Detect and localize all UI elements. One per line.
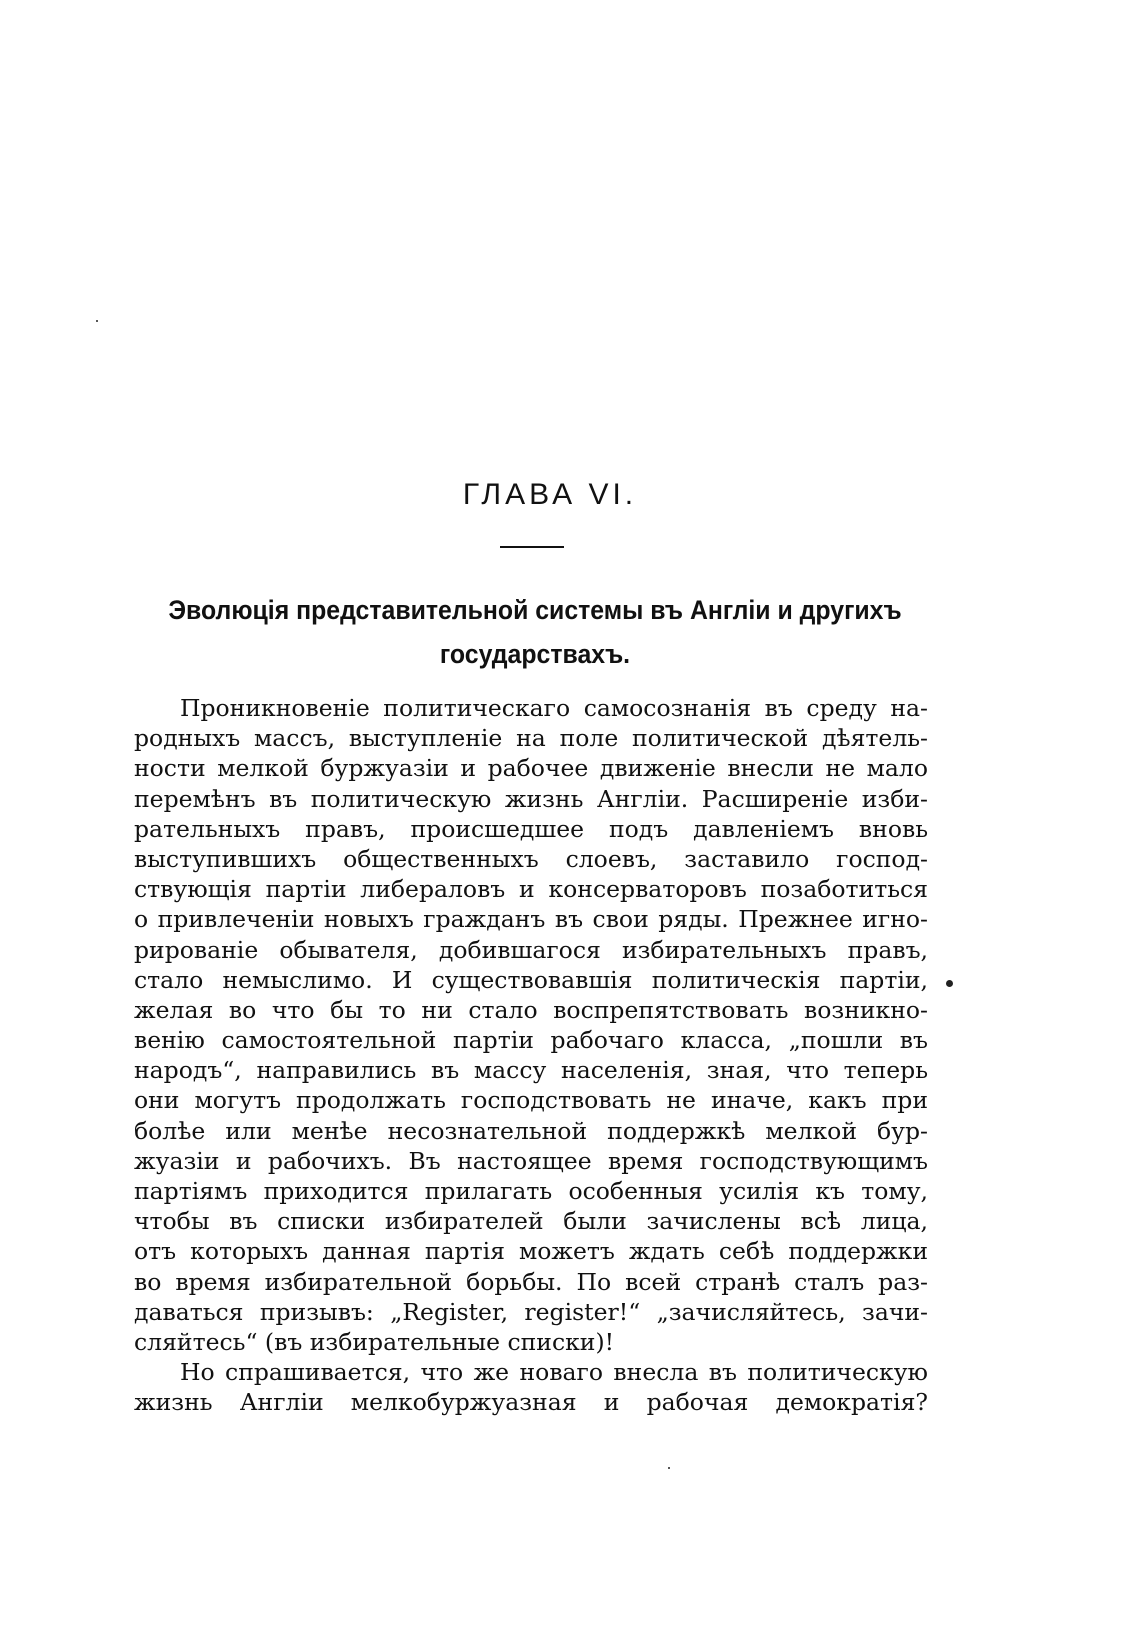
text-line: рированіе обывателя, добившагося избирательныхъ правъ, <box>134 935 928 964</box>
text-line: перемѣнъ въ политическую жизнь Англіи. Расширеніе изби- <box>134 784 928 813</box>
scan-speck <box>96 320 98 322</box>
text-line: ствующія партіи либераловъ и консерваторовъ позаботиться <box>134 875 928 904</box>
text-line: болѣе или менѣе несознательной поддержкѣ мелкой бур- <box>134 1116 928 1145</box>
text-line: стало немыслимо. И существовавшія политическія партіи, <box>134 965 928 994</box>
text-line: народъ“, направились въ массу населенія, зная, что теперь <box>134 1056 928 1085</box>
text-line: рательныхъ правъ, происшедшее подъ давленіемъ вновь <box>134 814 928 843</box>
chapter-title-line: Эволюція представительной системы въ Англіи и другихъ <box>168 595 902 625</box>
scan-speck <box>668 1467 670 1469</box>
chapter-title-line: государствахъ. <box>439 639 631 669</box>
text-line: отъ которыхъ данная партія можетъ ждать себѣ поддержки <box>134 1237 928 1266</box>
text-line: чтобы въ списки избирателей были зачислены всѣ лица, <box>134 1207 928 1236</box>
chapter-divider <box>500 546 564 548</box>
text-line: родныхъ массъ, выступленіе на поле политической дѣятель- <box>134 724 928 753</box>
scan-speck <box>946 980 953 987</box>
text-line: выступившихъ общественныхъ слоевъ, заставило господ- <box>134 844 928 873</box>
paragraph <box>134 693 928 1357</box>
chapter-title <box>162 588 907 676</box>
text-line: желая во что бы то ни стало воспрепятствовать возникно- <box>134 995 928 1024</box>
paragraph <box>134 1357 928 1417</box>
text-line: ности мелкой буржуазіи и рабочее движеніе внесли не мало <box>134 754 928 783</box>
body-text <box>134 693 928 1418</box>
text-line: Но спрашивается, что же новаго внесла въ политическую <box>180 1358 928 1387</box>
text-line: жуазіи и рабочихъ. Въ настоящее время господствующимъ <box>134 1146 928 1175</box>
text-line: они могутъ продолжать господствовать не иначе, какъ при <box>134 1086 928 1115</box>
text-line: венію самостоятельной партіи рабочаго класса, „пошли въ <box>134 1026 928 1055</box>
text-line: партіямъ приходится прилагать особенныя усилія къ тому, <box>134 1177 928 1205</box>
text-line: Проникновеніе политическаго самосознанія въ среду на- <box>180 694 928 722</box>
chapter-heading: ГЛАВА VI. <box>462 478 638 511</box>
text-line: о привлеченіи новыхъ гражданъ въ свои ряды. Прежнее игно- <box>134 905 928 934</box>
text-line: даваться призывъ: „Register, register!“ „зачисляйтесь, зачи- <box>134 1297 928 1326</box>
text-line: жизнь Англіи мелкобуржуазная и рабочая демократія? <box>134 1388 928 1417</box>
text-line: во время избирательной борьбы. По всей странѣ сталъ раз- <box>134 1267 928 1296</box>
text-line: сляйтесь“ (въ избирательные списки)! <box>134 1327 615 1356</box>
